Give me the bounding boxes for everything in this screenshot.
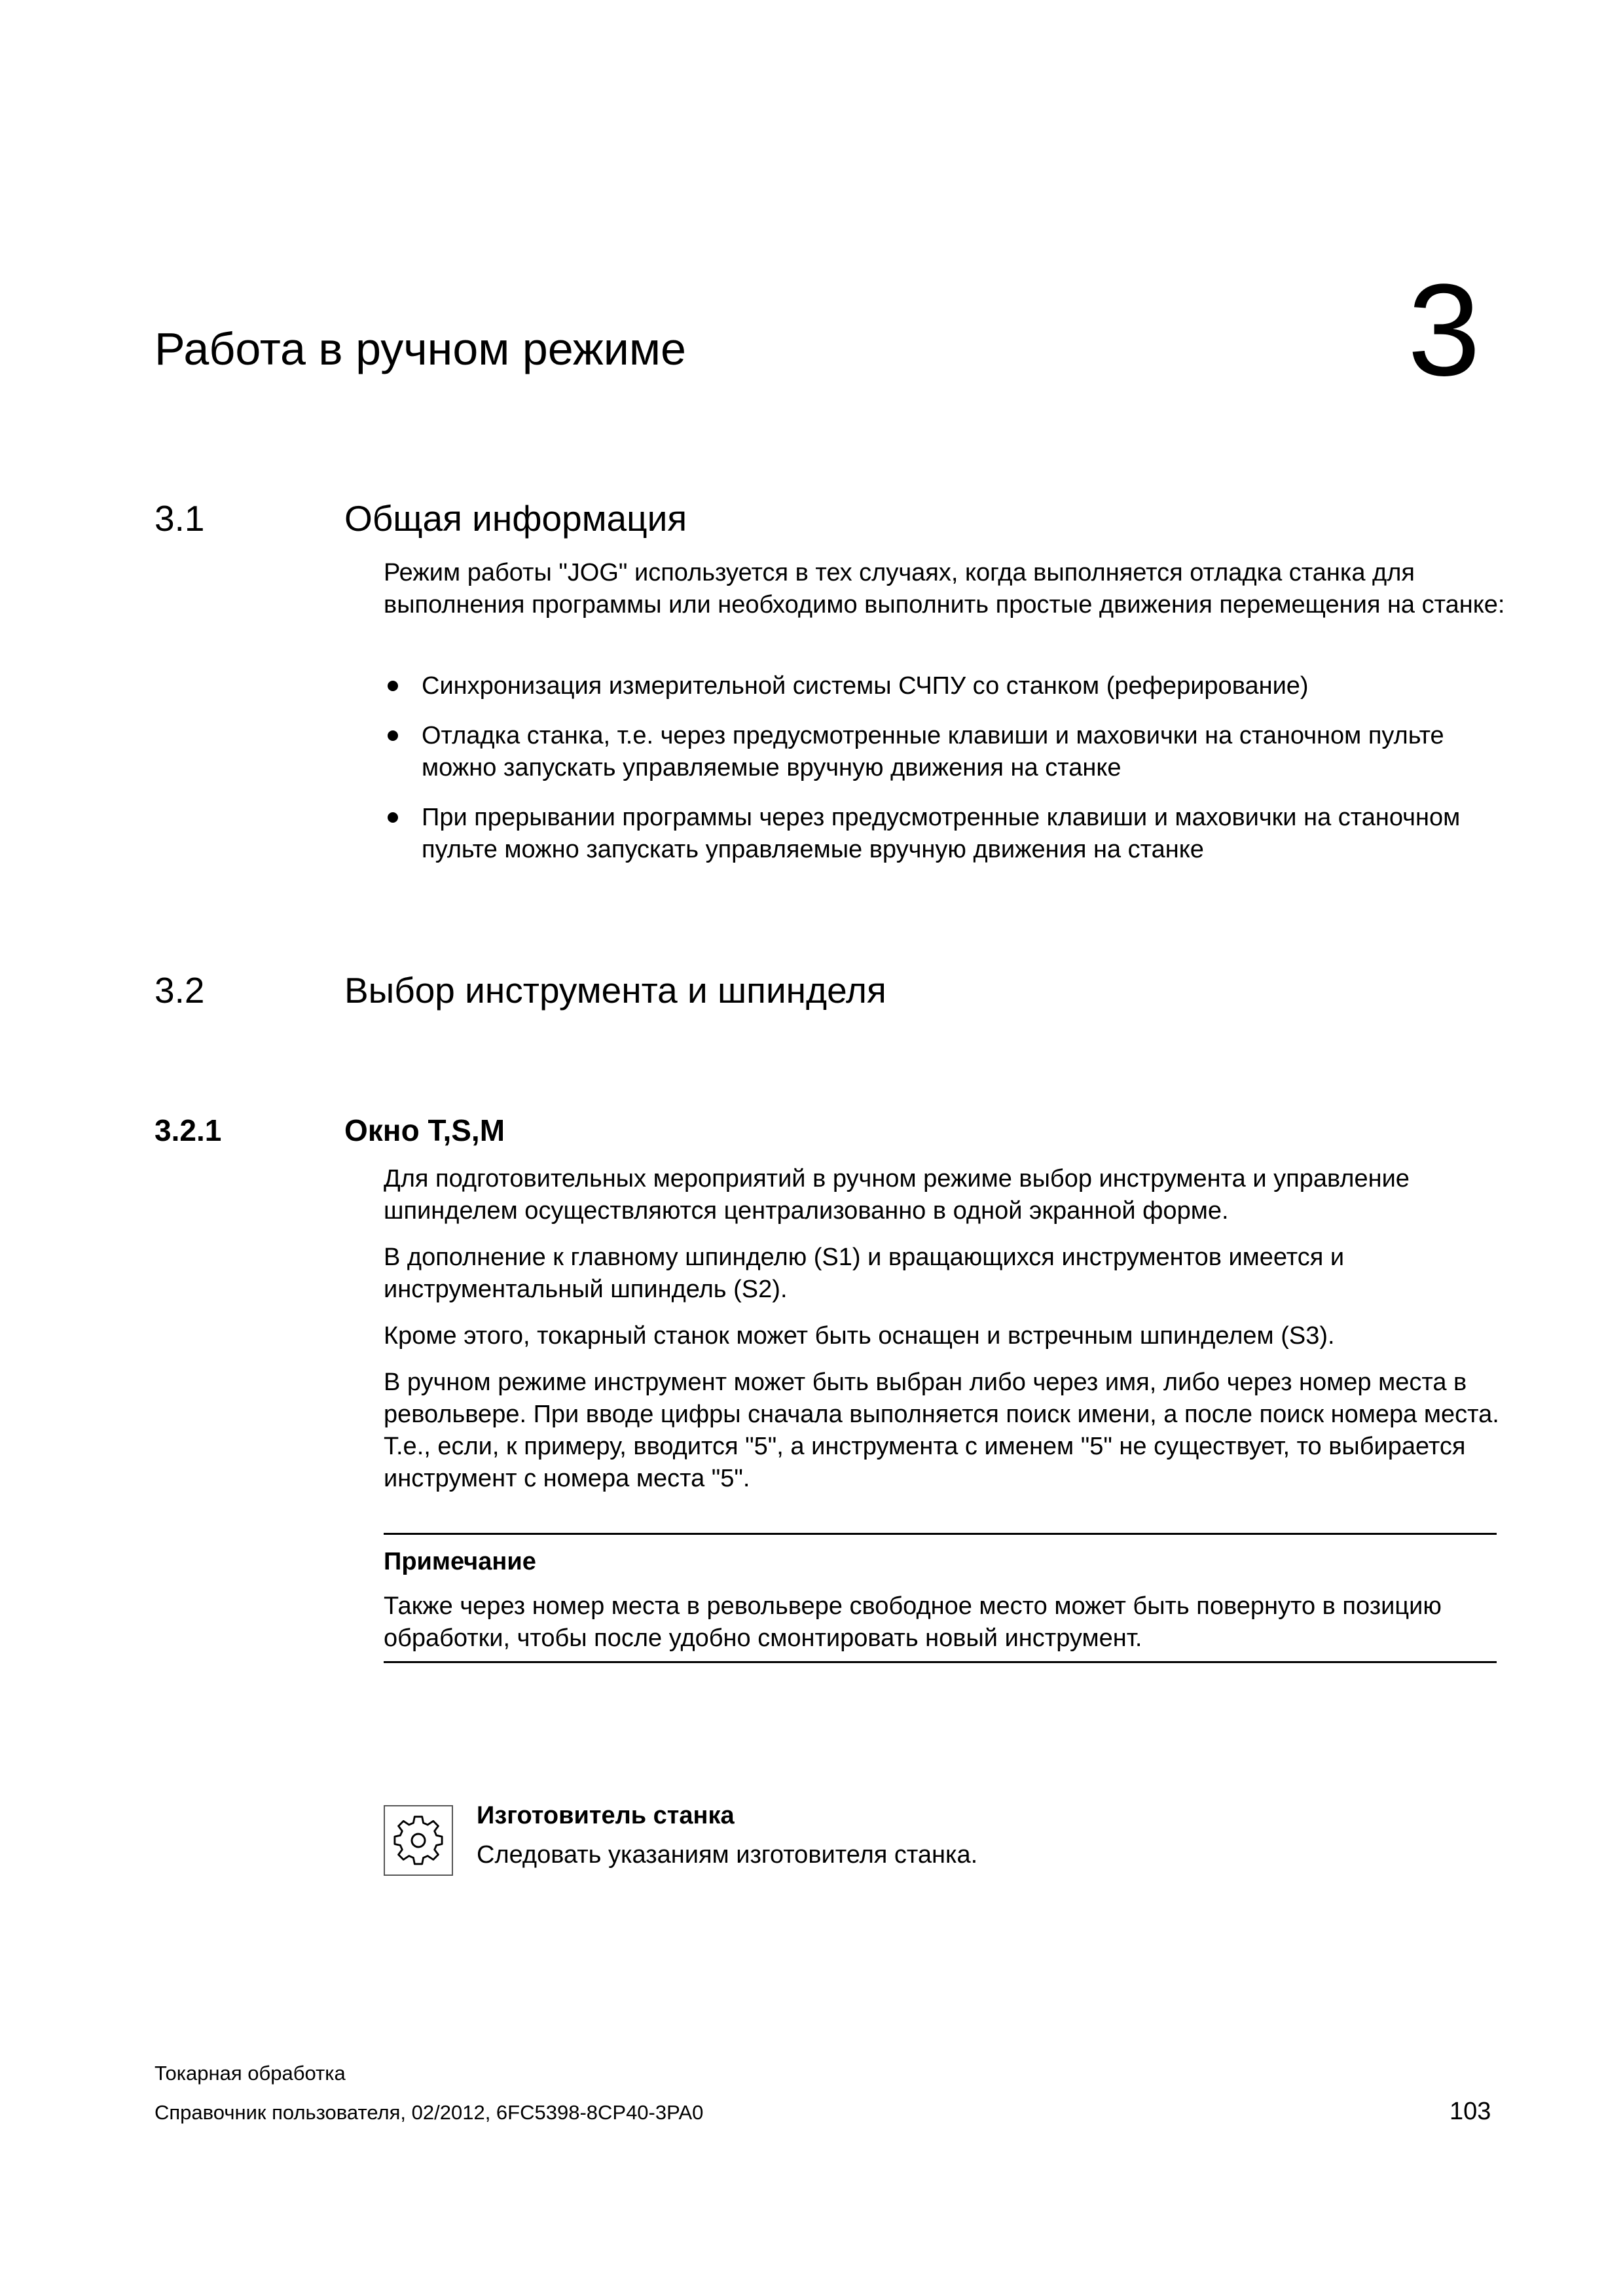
manufacturer-heading: Изготовитель станка	[477, 1802, 735, 1829]
intro-paragraph: Режим работы "JOG" используется в тех случаях, когда выполняется отладка станка для выполнения программы или необходимо выполнить простые движения перемещения на станке:	[384, 559, 1505, 619]
section-3-2-1-title: Окно T,S,M	[344, 1113, 505, 1147]
section-3-2-1-body	[384, 1163, 1510, 1495]
bullet-text: Синхронизация измерительной системы СЧПУ со станком (реферирование)	[422, 672, 1309, 700]
section-3-1-title: Общая информация	[344, 498, 687, 539]
paragraph: В ручном режиме инструмент может быть выбран либо через имя, либо через номер места в револьвере. При вводе цифры сначала выполняется поиск имени, а после поиск номера места. Т.е., если, к примеру, вводится "5", а инструмента с именем "5" не существует, то выбирается инструмент с номера места "5".	[384, 1369, 1499, 1492]
paragraph: Для подготовительных мероприятий в ручном режиме выбор инструмента и управление шпинделем осуществляются централизованно в одной экранной форме.	[384, 1165, 1410, 1225]
paragraph: Кроме этого, токарный станок может быть оснащен и встречным шпинделем (S3).	[384, 1322, 1335, 1350]
section-3-1-intro	[384, 557, 1510, 621]
bullet-dot	[388, 730, 398, 741]
note-bottom-rule	[384, 1661, 1497, 1663]
footer-document-info: Справочник пользователя, 02/2012, 6FC5398-8CP40-3PA0	[155, 2101, 704, 2124]
chapter-number: 3	[1408, 257, 1481, 403]
bullet-list	[384, 670, 1510, 884]
footer-document-title: Токарная обработка	[155, 2062, 346, 2085]
bullet-dot	[388, 812, 398, 823]
page-number: 103	[1450, 2098, 1491, 2125]
note-top-rule	[384, 1533, 1497, 1535]
section-3-2-title: Выбор инструмента и шпинделя	[344, 970, 886, 1011]
list-item	[384, 670, 1510, 702]
section-3-1-number: 3.1	[155, 498, 205, 539]
list-item	[384, 802, 1510, 866]
gear-icon	[384, 1805, 453, 1876]
bullet-text: При прерывании программы через предусмотренные клавиши и маховички на станочном пульте можно запускать управляемые вручную движения на станке	[422, 804, 1461, 863]
note-text: Также через номер места в револьвере свободное место может быть повернуто в позицию обработки, чтобы после удобно смонтировать новый инструмент.	[384, 1592, 1442, 1652]
section-3-2-1-number: 3.2.1	[155, 1113, 222, 1147]
manufacturer-text: Следовать указаниям изготовителя станка.	[477, 1841, 978, 1869]
bullet-dot	[388, 681, 398, 691]
list-item	[384, 720, 1510, 784]
paragraph: В дополнение к главному шпинделю (S1) и вращающихся инструментов имеется и инструментальный шпиндель (S2).	[384, 1244, 1345, 1303]
section-3-2-number: 3.2	[155, 970, 205, 1011]
bullet-text: Отладка станка, т.е. через предусмотренные клавиши и маховички на станочном пульте можно запускать управляемые вручную движения на станке	[422, 722, 1444, 781]
note-heading: Примечание	[384, 1548, 536, 1575]
chapter-title: Работа в ручном режиме	[155, 323, 686, 374]
